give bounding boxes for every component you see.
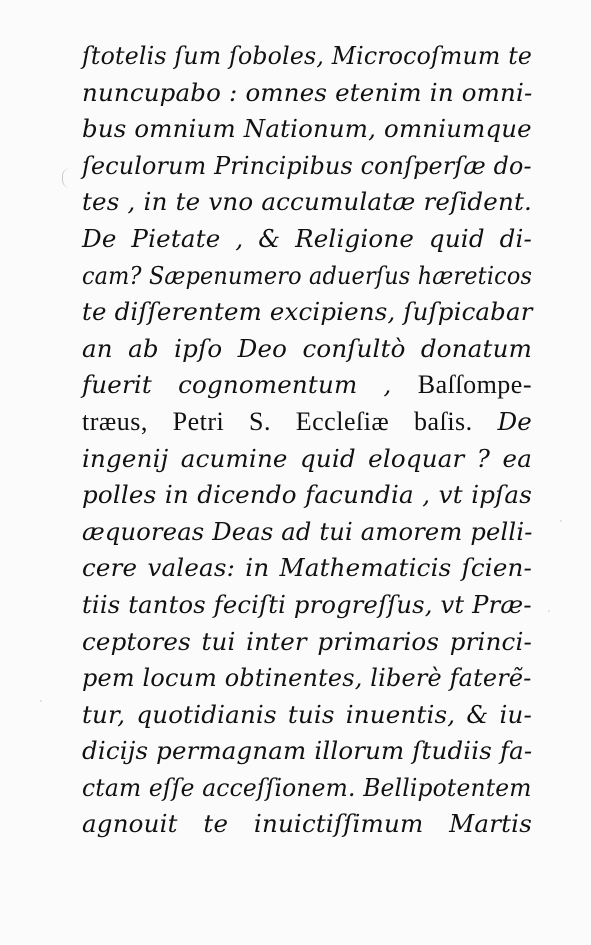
text-line: ingenij acumine quid eloquar ? ea bbox=[82, 443, 532, 473]
roman-segment: træus, Petri S. Eccleſiæ baſis. bbox=[82, 406, 498, 436]
text-line: cere valeas: in Mathematicis ſcien- bbox=[82, 553, 532, 583]
text-line: bus omnium Nationum, omniumque bbox=[82, 114, 532, 144]
text-line: ſtotelis ſum ſoboles, Microcoſmum te bbox=[82, 41, 533, 70]
text-line: cam? Sæpenumero aduerſus hæreticos bbox=[82, 260, 533, 290]
text-line-mixed bbox=[82, 367, 532, 404]
text-line: ſeculorum Principibus conſperſæ do- bbox=[82, 150, 532, 180]
text-line: ceptores tui inter primarios princi- bbox=[82, 626, 532, 656]
text-line: tes , in te vno accumulatæ reſident. bbox=[82, 187, 532, 217]
italic-segment: De bbox=[497, 406, 532, 436]
margin-bracket-mark bbox=[62, 168, 71, 188]
text-line-mixed bbox=[82, 404, 532, 441]
roman-segment: Baſſompe- bbox=[417, 370, 532, 400]
italic-segment: fuerit cognomentum , bbox=[82, 370, 418, 400]
paper-speck bbox=[548, 610, 550, 612]
paper-speck bbox=[560, 520, 562, 522]
latin-text-block bbox=[82, 38, 532, 843]
text-line: nuncupabo : omnes etenim in omni- bbox=[82, 77, 533, 107]
text-line: agnouit te inuictiſſimum Martis bbox=[82, 809, 532, 839]
paper-speck bbox=[40, 700, 42, 702]
text-line: dicijs permagnam illorum ſtudiis fa- bbox=[82, 736, 533, 766]
text-line: an ab ipſo Deo conſultò donatum bbox=[82, 333, 532, 363]
text-line: polles in dicendo facundia , vt ipſas bbox=[82, 480, 532, 510]
text-line: tiis tantos feciſti progreſſus, vt Præ- bbox=[82, 589, 532, 619]
text-line: pem locum obtinentes, liberè faterẽ- bbox=[82, 663, 532, 693]
text-line: ctam eſſe acceſſionem. Bellipotentem bbox=[82, 772, 532, 802]
text-line: æquoreas Deas ad tui amorem pelli- bbox=[82, 516, 533, 546]
text-line: De Pietate , & Religione quid di- bbox=[82, 223, 532, 253]
text-line: te diſſerentem excipiens, ſuſpicabar bbox=[82, 297, 533, 327]
text-line: tur, quotidianis tuis inuentis, & iu- bbox=[82, 699, 532, 729]
